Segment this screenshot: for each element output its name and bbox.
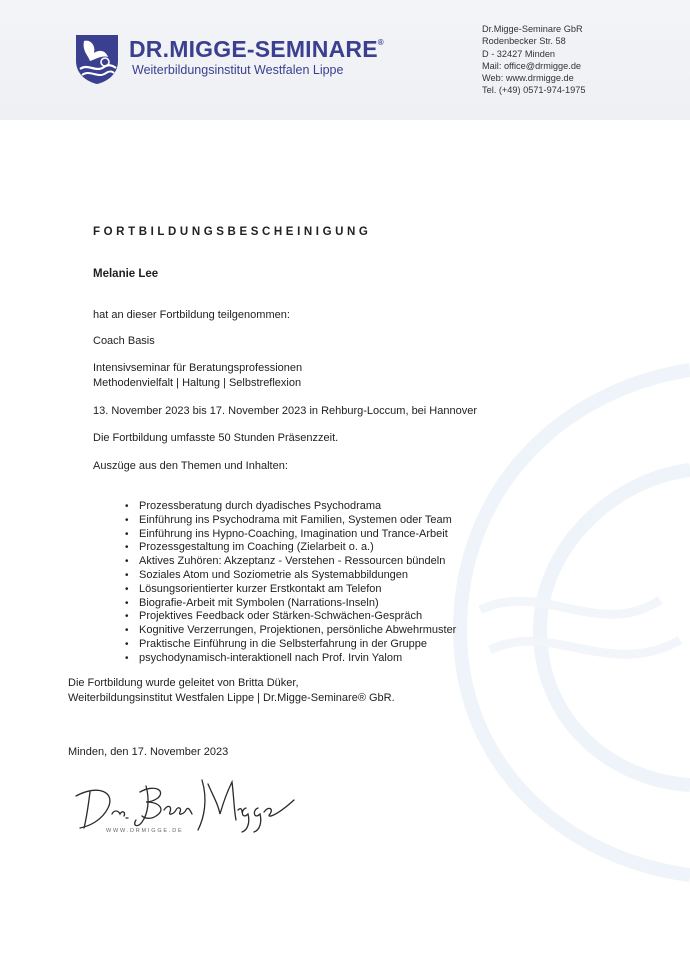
brand-name: DR.MIGGE-SEMINARE® <box>129 36 384 62</box>
document-title: FORTBILDUNGSBESCHEINIGUNG <box>93 226 372 238</box>
led-by-line-2: Weiterbildungsinstitut Westfalen Lippe | Dr.Migge-Seminare® GbR. <box>68 692 395 704</box>
address-line: Dr.Migge-Seminare GbR <box>482 24 583 34</box>
list-item: • Aktives Zuhören: Akzeptanz - Verstehen - Ressourcen bündeln <box>125 555 456 569</box>
place-and-date: Minden, den 17. November 2023 <box>68 746 229 758</box>
topics-intro: Auszüge aus den Themen und Inhalten: <box>93 460 288 472</box>
participation-statement: hat an dieser Fortbildung teilgenommen: <box>93 309 290 321</box>
address-mail[interactable]: Mail: office@drmigge.de <box>482 60 582 71</box>
address-phone: Tel. (+49) 0571-974-1975 <box>482 85 586 96</box>
list-item: • Kognitive Verzerrungen, Projektionen, persönliche Abwehrmuster <box>125 624 456 638</box>
signature-caption: WWW.DRMIGGE.DE <box>106 828 184 834</box>
address-line: Rodenbecker Str. 58 <box>482 36 566 47</box>
list-item: • Biografie-Arbeit mit Symbolen (Narrations-Inseln) <box>125 597 456 611</box>
course-name: Coach Basis <box>93 335 155 347</box>
course-description-1: Intensivseminar für Beratungsprofessionen <box>93 362 303 374</box>
list-item: • Soziales Atom und Soziometrie als Systemabbildungen <box>125 569 456 583</box>
address-web[interactable]: Web: www.drmigge.de <box>482 73 574 84</box>
topics-list <box>125 500 456 666</box>
sender-address <box>482 23 585 97</box>
signature-icon <box>68 770 308 840</box>
participant-name: Melanie Lee <box>93 268 159 280</box>
course-description-2: Methodenvielfalt | Haltung | Selbstreflexion <box>93 377 302 389</box>
address-line: D - 32427 Minden <box>482 48 556 59</box>
list-item: • Projektives Feedback oder Stärken-Schwächen-Gespräch <box>125 610 456 624</box>
list-item: • Einführung ins Hypno-Coaching, Imagination und Trance-Arbeit <box>125 528 456 542</box>
list-item: • Einführung ins Psychodrama mit Familien, Systemen oder Team <box>125 514 456 528</box>
list-item: • Lösungsorientierter kurzer Erstkontakt am Telefon <box>125 583 456 597</box>
brand-subtitle: Weiterbildungsinstitut Westfalen Lippe <box>132 63 344 77</box>
list-item: • Praktische Einführung in die Selbsterfahrung in der Gruppe <box>125 638 456 652</box>
list-item: • psychodynamisch-interaktionell nach Prof. Irvin Yalom <box>125 652 456 666</box>
list-item: • Prozessberatung durch dyadisches Psychodrama <box>125 500 456 514</box>
course-hours: Die Fortbildung umfasste 50 Stunden Präsenzzeit. <box>93 432 339 444</box>
logo-shield-icon <box>74 33 120 85</box>
list-item: • Prozessgestaltung im Coaching (Zielarbeit o. a.) <box>125 541 456 555</box>
course-dates: 13. November 2023 bis 17. November 2023 in Rehburg-Loccum, bei Hannover <box>93 405 477 417</box>
led-by-line-1: Die Fortbildung wurde geleitet von Britta Düker, <box>68 677 299 689</box>
